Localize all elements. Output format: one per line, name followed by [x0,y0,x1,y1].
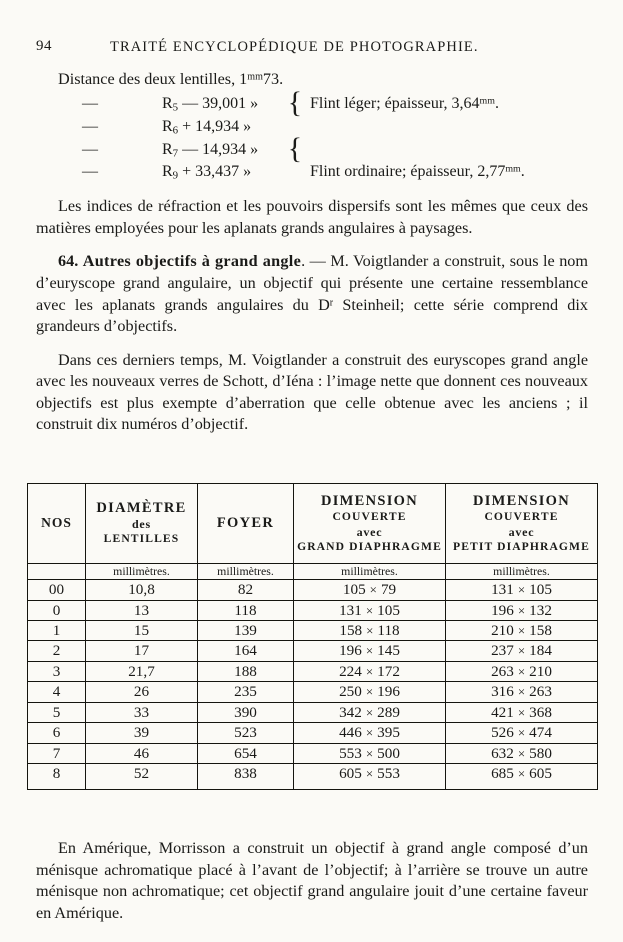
cell-petit-diaphragme [446,661,598,681]
equation-symbol: R [162,117,173,135]
lens-equation-block [36,86,588,184]
unit-diametre: millimètres. [86,564,198,580]
multiplication-sign: × [365,643,374,659]
header-petit-line2: COUVERTE [484,510,559,524]
cell-petit-diaphragme [446,723,598,743]
cell-grand-diaphragme [294,743,446,763]
cell-grand-b: 145 [377,642,400,660]
cell-petit-diaphragme [446,580,598,600]
cell-grand-a: 553 [339,744,362,762]
multiplication-sign: × [517,684,526,700]
section-body-tail: Steinheil; cette série comprend dix grandeurs d’objectifs. [36,295,588,336]
header-foyer-label: FOYER [216,514,275,531]
paragraph-euryscopes: Dans ces derniers temps, M. Voigtlander a construit des euryscopes grand angle avec les nouveaux verres de Schott, d’Iéna : l’image nette que donnent ces nouveaux objectifs est plus exempte d’aberration que celle obtenue avec les anciens ; il construit dix numéros d’objectif. [36,350,588,434]
cell-no: 8 [28,764,86,789]
cell-petit-diaphragme [446,764,598,789]
header-dimension-grand [294,484,446,564]
header-diametre [86,484,198,564]
multiplication-sign: × [365,602,374,618]
equation-dash: — [82,117,98,135]
cell-grand-b: 118 [377,622,400,639]
cell-foyer: 188 [198,661,294,681]
cell-foyer: 82 [198,580,294,600]
brace-lower: { [287,131,303,165]
cell-no: 5 [28,702,86,722]
cell-petit-b: 210 [529,662,552,680]
table-row [28,723,598,743]
equation-index: 9 [172,169,179,182]
cell-grand-diaphragme [294,764,446,789]
cell-grand-diaphragme [294,661,446,681]
paragraph-amerique: En Amérique, Morrisson a construit un objectif à grand angle composé d’un ménisque achromatique placé à l’avant de l’objectif; à l’arrière se trouve un autre ménisque non achromatique; cet objectif grand angulaire jouit d’une certaine faveur en Amérique. [36,839,588,922]
cell-petit-b: 605 [529,765,552,783]
equation-symbol: R [162,140,173,158]
cell-no: 4 [28,682,86,702]
cell-foyer: 139 [198,621,294,641]
header-dimension-petit [446,484,598,564]
cell-grand-a: 158 [339,622,363,639]
equation-note [308,93,588,116]
cell-grand-a: 105 [342,581,366,599]
unit-grand: millimètres. [294,564,446,580]
table-units-row [28,564,598,580]
header-grand-line2: COUVERTE [332,510,407,524]
cell-foyer: 654 [198,743,294,763]
equation-note-unit: mm [505,164,521,176]
equation-dash: — [82,140,98,158]
cell-petit-b: 263 [529,683,552,701]
cell-no: 3 [28,661,86,681]
unit-nos [28,564,86,580]
header-foyer [198,484,294,564]
header-petit-line4: PETIT DIAPHRAGME [453,539,590,553]
cell-grand-a: 250 [339,683,362,701]
multiplication-sign: × [366,623,374,638]
cell-grand-diaphragme [294,621,446,641]
cell-grand-b: 172 [377,662,400,680]
equation-expression: — 14,934 » [182,140,259,158]
header-nos [28,484,86,564]
cell-petit-b: 132 [529,601,552,619]
lens-distance-unit: mm [247,71,263,83]
table-header-row [28,484,598,564]
cell-petit-a: 421 [491,703,514,721]
equation-term [144,116,282,139]
cell-grand-b: 196 [377,683,400,701]
equation-row [36,161,588,184]
cell-grand-b: 105 [377,601,400,619]
multiplication-sign: × [365,704,374,720]
cell-petit-diaphragme [446,641,598,661]
header-nos-label: NOS [41,514,72,530]
lens-distance-line [36,70,588,89]
section-title: Autres objectifs à grand angle [82,252,302,271]
header-petit-line3: avec [508,524,535,539]
cell-foyer: 118 [198,600,294,620]
multiplication-sign: × [517,663,526,679]
cell-foyer: 838 [198,764,294,789]
cell-petit-diaphragme [446,600,598,620]
cell-no: 6 [28,723,86,743]
cell-foyer: 235 [198,682,294,702]
cell-diametre: 33 [86,702,198,722]
cell-grand-b: 79 [380,581,397,599]
table-row [28,682,598,702]
cell-petit-b: 368 [529,703,552,721]
equation-note [308,161,588,184]
equation-index: 6 [172,124,179,137]
cell-petit-diaphragme [446,743,598,763]
header-diametre-line3: LENTILLES [103,532,180,546]
multiplication-sign: × [365,663,374,679]
closing-block [36,838,588,924]
running-title: TRAITÉ ENCYCLOPÉDIQUE DE PHOTOGRAPHIE. [110,39,479,55]
cell-no: 1 [28,621,86,641]
cell-petit-a: 196 [491,601,514,619]
table-row [28,621,598,641]
cell-petit-b: 158 [529,622,552,639]
cell-foyer: 390 [198,702,294,722]
header-diametre-line1: DIAMÈTRE [96,500,187,517]
cell-petit-diaphragme [446,621,598,641]
cell-diametre: 26 [86,682,198,702]
cell-no: 2 [28,641,86,661]
cell-petit-a: 237 [491,642,514,660]
objectives-table [27,483,598,790]
cell-grand-diaphragme [294,682,446,702]
multiplication-sign: × [365,725,374,741]
cell-petit-a: 526 [491,724,514,742]
cell-diametre: 46 [86,743,198,763]
cell-grand-a: 131 [339,601,362,619]
cell-grand-b: 500 [377,744,400,762]
header-grand-line3: avec [356,524,383,539]
multiplication-sign: × [517,623,526,638]
table-row [28,702,598,722]
table-row [28,764,598,789]
cell-grand-diaphragme [294,723,446,743]
equation-row [36,131,588,165]
cell-grand-diaphragme [294,580,446,600]
cell-petit-a: 685 [491,765,514,783]
equation-term [144,93,282,116]
cell-petit-a: 632 [491,744,514,762]
table-row [28,580,598,600]
multiplication-sign: × [517,745,526,761]
equation-note-text: Flint léger; épaisseur, 3,64 [310,95,480,112]
equation-note-end: . [520,163,525,181]
cell-petit-diaphragme [446,702,598,722]
paragraph-section-64 [36,251,588,337]
equation-expression: + 33,437 » [182,163,252,181]
multiplication-sign: × [517,582,526,598]
equation-row [36,116,588,139]
cell-no: 7 [28,743,86,763]
running-head [0,38,623,58]
cell-petit-b: 105 [529,581,552,599]
equation-term [144,161,282,184]
objectives-table-wrapper [27,483,597,790]
cell-no: 00 [28,580,86,600]
cell-petit-a: 210 [491,622,514,639]
equation-note-text: Flint ordinaire; épaisseur, 2,77 [310,163,506,181]
multiplication-sign: × [369,582,377,598]
cell-petit-a: 131 [491,581,514,599]
cell-diametre: 52 [86,764,198,789]
lens-distance-text-before: Distance des deux lentilles, 1 [58,70,248,88]
brace-upper: { [287,86,303,119]
cell-diametre: 17 [86,641,198,661]
lens-distance-text-after: 73. [262,70,284,88]
table-row [28,743,598,763]
page-number: 94 [36,38,52,54]
paragraph-refraction: Les indices de réfraction et les pouvoirs dispersifs sont les mêmes que ceux des matières employées pour les aplanats grands angulaires à paysages. [36,197,588,237]
cell-foyer: 523 [198,723,294,743]
equation-symbol: R [162,163,173,181]
section-body-head: . — M. Voigtlander a construit, sous le nom d’euryscope grand angulaire, un objectif qui présente une certaine ressemblance avec les aplanats grands angulaires du D [36,252,588,314]
cell-grand-a: 605 [339,765,362,783]
equation-row [36,86,588,119]
cell-grand-diaphragme [294,641,446,661]
cell-petit-b: 580 [529,744,552,762]
section-number: 64. [58,252,79,271]
table-body [28,564,598,790]
multiplication-sign: × [517,602,526,618]
cell-petit-diaphragme [446,682,598,702]
cell-diametre: 10,8 [86,580,198,600]
multiplication-sign: × [517,766,526,782]
table-row [28,600,598,620]
cell-foyer: 164 [198,641,294,661]
multiplication-sign: × [517,704,526,720]
cell-diametre: 39 [86,723,198,743]
equation-index: 7 [172,147,179,160]
table-row [28,641,598,661]
cell-grand-b: 289 [377,703,400,721]
cell-grand-diaphragme [294,600,446,620]
cell-grand-a: 196 [339,642,362,660]
cell-grand-a: 342 [339,703,362,721]
cell-grand-diaphragme [294,702,446,722]
multiplication-sign: × [517,643,526,659]
header-grand-line1: DIMENSION [320,493,419,509]
cell-grand-b: 553 [377,765,400,783]
equation-expression: — 39,001 » [182,95,259,112]
multiplication-sign: × [365,766,374,782]
multiplication-sign: × [365,684,374,700]
equation-index: 5 [172,101,179,114]
equation-note-end: . [494,95,499,112]
cell-petit-b: 474 [529,724,552,742]
equation-dash: — [82,163,98,181]
cell-grand-a: 224 [339,662,362,680]
equation-dash: — [82,95,98,112]
page-body [36,70,588,436]
docteur-abbrev: r [329,296,334,308]
cell-diametre: 21,7 [86,661,198,681]
cell-petit-a: 316 [491,683,514,701]
equation-expression: + 14,934 » [182,117,252,135]
cell-grand-a: 446 [339,724,362,742]
multiplication-sign: × [365,745,374,761]
cell-petit-b: 184 [529,642,552,660]
multiplication-sign: × [517,725,526,741]
equation-term [144,139,282,162]
unit-foyer: millimètres. [198,564,294,580]
cell-grand-b: 395 [377,724,400,742]
cell-diametre: 13 [86,600,198,620]
table-head [28,484,598,564]
unit-petit: millimètres. [446,564,598,580]
table-row [28,661,598,681]
equation-note-unit: mm [479,95,495,107]
equation-symbol: R [162,95,173,112]
cell-diametre: 15 [86,621,198,641]
header-diametre-line2: des [131,517,152,532]
cell-no: 0 [28,600,86,620]
header-petit-line1: DIMENSION [472,493,571,509]
header-grand-line4: GRAND DIAPHRAGME [297,539,442,553]
cell-petit-a: 263 [491,662,514,680]
